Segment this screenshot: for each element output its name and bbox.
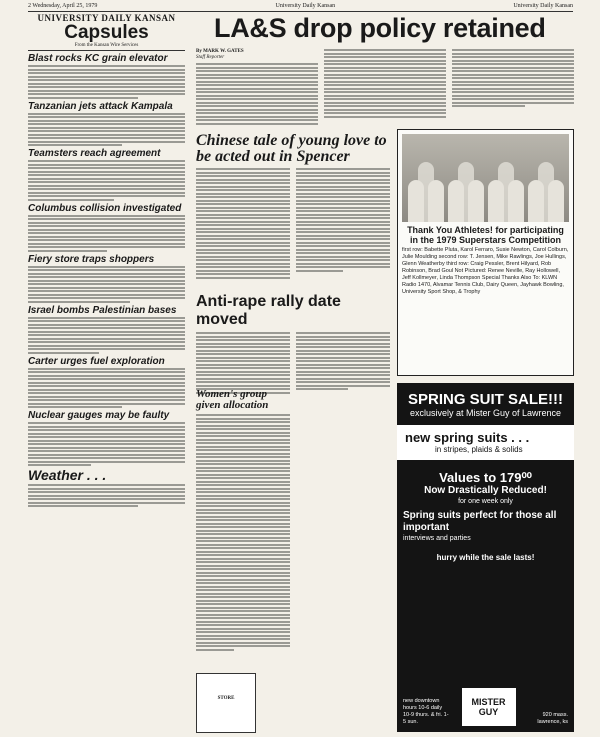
capsules-source: From the Kansan Wire Services: [74, 43, 139, 48]
story-headline: Women's group given allocation: [196, 388, 269, 411]
lead-column-3: [452, 49, 574, 125]
brief-6: [28, 305, 185, 354]
store-hours: new downtown hours 10-6 daily 10-9 thurs. & fri. 1-5 sun.: [403, 698, 449, 725]
sport-line-2: interviews and parties: [403, 535, 471, 542]
folio-center: University Daily Kansan: [275, 3, 336, 9]
brief-headline: Fiery store traps shoppers: [28, 253, 155, 265]
folio-right: University Daily Kansan: [513, 3, 573, 9]
band-line-2: in stripes, plaids & solids: [435, 445, 523, 454]
weather-body: [28, 484, 185, 507]
store-ad: [196, 673, 256, 733]
lead-column-1: [196, 49, 318, 125]
page-folio: [28, 2, 573, 12]
logo-line-1: MISTER: [471, 697, 506, 707]
brief-headline: Israel bombs Palestinian bases: [28, 304, 177, 316]
story-anti-rape-rally: [196, 293, 390, 394]
thanks-body: first row: Babette Pluta, Karol Ferraro, Susie Newton, Carol Colburn, Julie Moulding second row: T. Jensen, Mike Rawlings, Joe Hullings, Glenn Weatherby third row: Craig Pessler, Brent Hilyard, Rob Robinson, Brad Goul Not Pictured: Renee Neville, Ray Hollowell, Jeff Kollmeyer, Linda Thompson Special Thanks Also To: KLWN Radio 1470, Alvamar Tennis Club, Dairy Queen, Jayhawk Bowling, University Sport Shop, & Trophy: [402, 247, 569, 295]
brief-body: [28, 113, 185, 147]
brief-7: [28, 356, 185, 409]
sale-title: SPRING SUIT SALE!!!: [407, 391, 563, 408]
brief-headline: Teamsters reach agreement: [28, 148, 161, 159]
story-womens-group: [196, 389, 290, 651]
story-chinese-tale: [196, 133, 390, 279]
brief-headline: Columbus collision investigated: [28, 202, 182, 214]
brief-headline: Tanzanian jets attack Kampala: [28, 100, 173, 112]
capsules-title: Capsules: [64, 22, 149, 43]
weather-headline: Weather . . .: [28, 468, 107, 483]
price-line-1: Values to 179⁰⁰: [439, 470, 532, 485]
price-line-2: Now Drastically Reduced!: [424, 485, 547, 496]
brief-8: [28, 410, 185, 466]
brief-body: [28, 368, 185, 409]
brief-3: [28, 148, 185, 201]
sale-footer: [403, 688, 568, 726]
capsules-masthead: [28, 13, 185, 51]
store-address: 920 mass. lawrence, ks: [537, 712, 568, 725]
story-headline: Anti-rape rally date moved: [196, 293, 341, 328]
thanks-title: Thank You Athletes! for participating in the 1979 Superstars Competition: [407, 225, 564, 245]
brief-5: [28, 254, 185, 303]
athletes-photo: [402, 134, 569, 222]
store-ad-label: STORE: [217, 696, 235, 701]
byline-role: Staff Reporter: [196, 55, 225, 60]
brief-body: [28, 65, 185, 99]
mister-guy-logo: [462, 688, 516, 726]
lead-headline: LA&S drop policy retained: [214, 13, 546, 43]
brief-body: [28, 215, 185, 252]
main-area: [196, 13, 574, 733]
story-body: [196, 414, 290, 651]
brief-headline: Nuclear gauges may be faulty: [28, 410, 170, 421]
brief-body: [28, 160, 185, 201]
story-headline: Chinese tale of young love to be acted out in Spencer: [196, 132, 387, 165]
folio-left: 2 Wednesday, April 25, 1979: [28, 3, 98, 9]
story-body: [196, 168, 390, 279]
capsules-paper-name: UNIVERSITY DAILY KANSAN: [37, 13, 176, 23]
lead-column-2: [324, 49, 446, 125]
capsules-column: [28, 13, 185, 733]
brief-headline: Carter urges fuel exploration: [28, 355, 165, 367]
sale-subtitle: exclusively at Mister Guy of Lawrence: [409, 408, 562, 418]
byline: By MARK W. GATES: [196, 49, 244, 54]
spring-suit-sale-ad: [397, 383, 574, 732]
sport-line-1: Spring suits perfect for those all important: [403, 510, 557, 533]
brief-1: [28, 53, 185, 99]
brief-body: [28, 422, 185, 466]
band-line-1: new spring suits . . .: [405, 430, 530, 445]
price-line-3: for one week only: [458, 498, 513, 505]
weather-brief: [28, 468, 185, 507]
sale-band: [397, 425, 574, 460]
story-body: [196, 332, 390, 394]
brief-body: [28, 266, 185, 303]
logo-line-2: GUY: [478, 707, 499, 717]
hurry-line: hurry while the sale lasts!: [436, 553, 535, 562]
brief-4: [28, 203, 185, 252]
brief-body: [28, 317, 185, 354]
thanks-athletes-ad: [397, 129, 574, 376]
brief-2: [28, 101, 185, 147]
brief-headline: Blast rocks KC grain elevator: [28, 53, 168, 64]
lead-story: [196, 49, 574, 125]
